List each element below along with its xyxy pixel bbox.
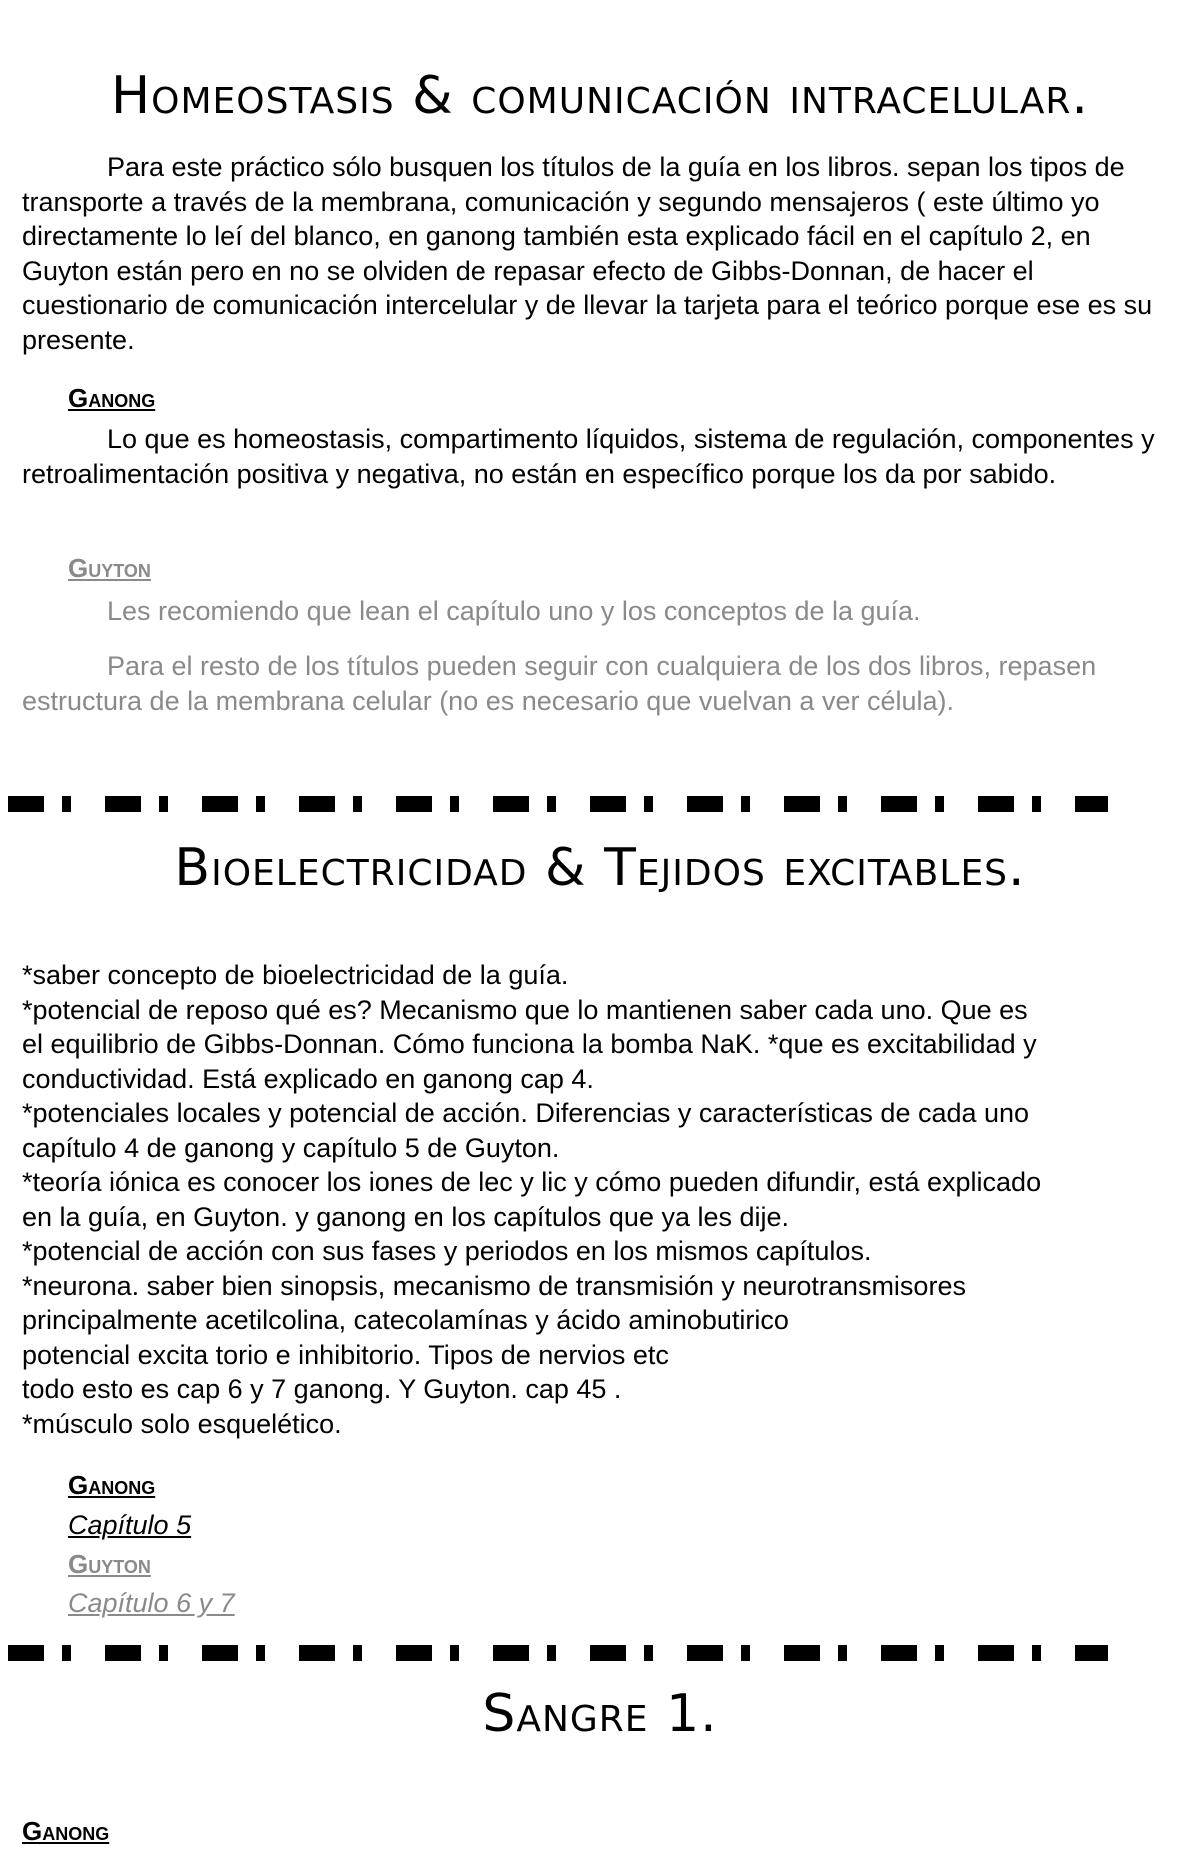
note-line: *potenciales locales y potencial de acción. Diferencias y características de cada uno [22,1098,1030,1128]
ganong-chapter: Capítulo 5 [68,1510,192,1540]
subheading-guyton-2: Guyton [68,1549,151,1579]
section-title-homeostasis: Homeostasis & comunicación intracelular. [111,66,1089,126]
note-line: capítulo 4 de ganong y capítulo 5 de Guyton. [22,1132,560,1163]
subheading-ganong: Ganong [68,383,156,413]
note-line: todo esto es cap 6 y 7 ganong. Y Guyton. cap 45 . [22,1374,622,1404]
note-line: *músculo solo esquelético. [22,1408,342,1439]
section-separator [8,1645,1108,1661]
rest-paragraph: Para el resto de los títulos pueden seguir con cualquiera de los dos libros, repasen estructura de la membrana celular (no es necesario que vuelvan a ver célula). [22,651,1097,716]
section-separator [8,796,1108,812]
guyton-paragraph: Les recomiendo que lean el capítulo uno y los conceptos de la guía. [107,596,921,626]
note-line: el equilibrio de Gibbs-Donnan. Cómo funciona la bomba NaK. *que es excitabilidad y [22,1029,1037,1059]
section-title-sangre: Sangre 1. [482,1684,718,1744]
dash-pattern [8,796,1108,812]
note-line: *teoría iónica es conocer los iones de lec y lic y cómo pueden difundir, está explicado [22,1167,1042,1197]
note-line: principalmente acetilcolina, catecolamínas y ácido aminobutirico [22,1305,789,1335]
section-title-bioelectricidad: Bioelectricidad & Tejidos excitables. [174,838,1026,898]
note-line: potencial excita torio e inhibitorio. Tipos de nervios etc [22,1339,669,1370]
note-line: conductividad. Está explicado en ganong cap 4. [22,1063,594,1094]
subheading-guyton: Guyton [68,553,151,583]
subheading-ganong-3: Ganong [22,1816,110,1846]
subheading-ganong-2: Ganong [68,1470,156,1500]
note-line: *saber concepto de bioelectricidad de la guía. [22,960,569,990]
dash-pattern [8,1645,1108,1661]
note-line: en la guía, en Guyton. y ganong en los capítulos que ya les dije. [22,1201,790,1232]
guyton-chapter: Capítulo 6 y 7 [68,1588,235,1618]
bioelectricity-notes [22,958,1172,1441]
ganong-paragraph: Lo que es homeostasis, compartimento líquidos, sistema de regulación, componentes y retroalimentación positiva y negativa, no están en específico porque los da por sabido. [22,424,1155,489]
note-line: *potencial de acción con sus fases y periodos en los mismos capítulos. [22,1236,872,1266]
intro-paragraph: Para este práctico sólo busquen los títulos de la guía en los libros. sepan los tipos de transporte a través de la membrana, comunicación y segundo mensajeros ( este último yo directamente lo leí del blanco, en ganong también esta explicado fácil en el capítulo 2, en Guyton están pero en no se olviden de repasar efecto de Gibbs-Donnan, de hacer el cuestionario de comunicación intercelular y de llevar la tarjeta para el teórico porque ese es su presente. [22,152,1153,355]
note-line: *neurona. saber bien sinopsis, mecanismo de transmisión y neurotransmisores [22,1270,966,1301]
note-line: *potencial de reposo qué es? Mecanismo que lo mantienen saber cada uno. Que es [22,994,1028,1025]
